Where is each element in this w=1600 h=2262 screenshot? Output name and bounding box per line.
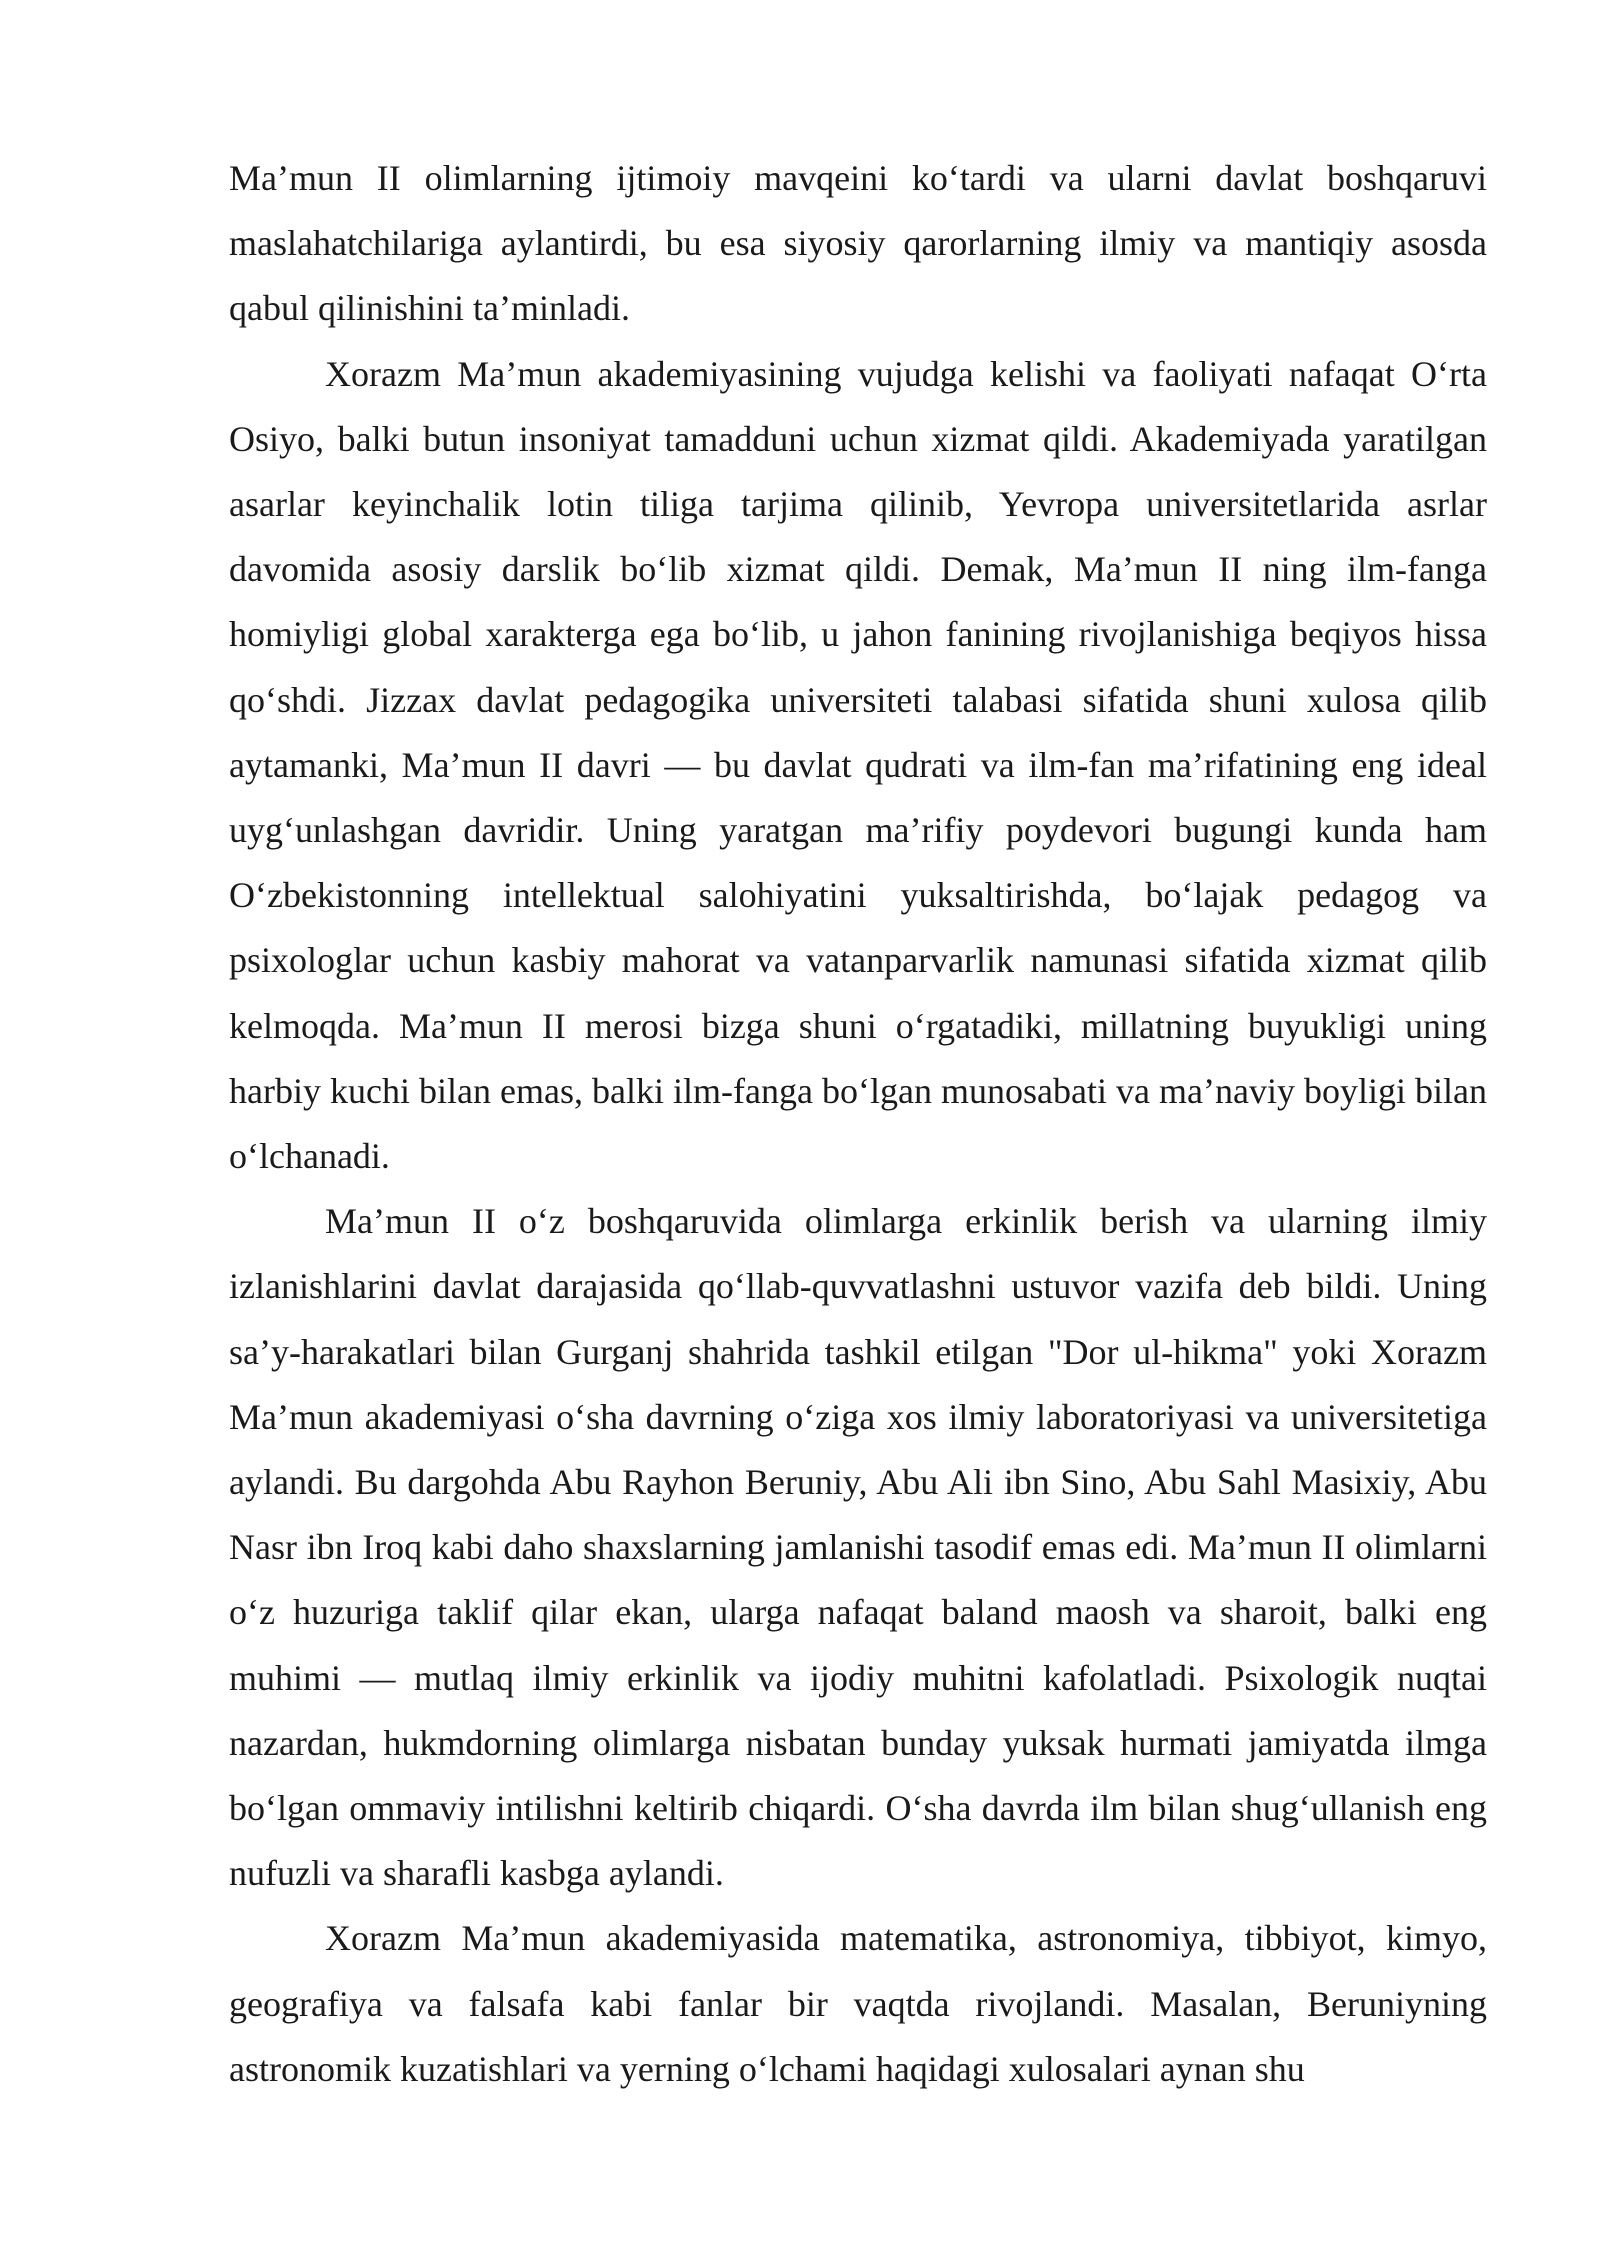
paragraph-academy-legacy: Xorazm Ma’mun akademiyasining vujudga kelishi va faoliyati nafaqat O‘rta Osiyo, balki butun insoniyat tamadduni uchun xizmat qildi. Akademiyada yaratilgan asarlar keyinchalik lotin tiliga tarjima qilinib, Yevropa universitetlarida asrlar davomida asosiy darslik bo‘lib xizmat qildi. Demak, Ma’mun II ning ilm-fanga homiyligi global xarakterga ega bo‘lib, u jahon fanining rivojlanishiga beqiyos hissa qo‘shdi. Jizzax davlat pedagogika universiteti talabasi sifatida shuni xulosa qilib aytamanki, Ma’mun II davri — bu davlat qudrati va ilm-fan ma’rifatining eng ideal uyg‘unlashgan davridir. Uning yaratgan ma’rifiy poydevori bugungi kunda ham O‘zbekistonning intellektual salohiyatini yuksaltirishda, bo‘lajak pedagog va psixologlar uchun kasbiy mahorat va vatanparvarlik namunasi sifatida xizmat qilib kelmoqda. Ma’mun II merosi bizga shuni o‘rgatadiki, millatning buyukligi uning harbiy kuchi bilan emas, balki ilm-fanga bo‘lgan munosabati va ma’naviy boyligi bilan o‘lchanadi.: [229, 353, 1487, 1177]
paragraph-scholarly-freedom: Ma’mun II o‘z boshqaruvida olimlarga erkinlik berish va ularning ilmiy izlanishlarini davlat darajasida qo‘llab-quvvatlashni ustuvor vazifa deb bildi. Uning sa’y-harakatlari bilan Gurganj shahrida tashkil etilgan "Dor ul-hikma" yoki Xorazm Ma’mun akademiyasi o‘sha davrning o‘ziga xos ilmiy laboratoriyasi va universitetiga aylandi. Bu dargohda Abu Rayhon Beruniy, Abu Ali ibn Sino, Abu Sahl Masixiy, Abu Nasr ibn Iroq kabi daho shaxslarning jamlanishi tasodif emas edi. Ma’mun II olimlarni o‘z huzuriga taklif qilar ekan, ularga nafaqat baland maosh va sharoit, balki eng muhimi — mutlaq ilmiy erkinlik va ijodiy muhitni kafolatladi. Psixologik nuqtai nazardan, hukmdorning olimlarga nisbatan bunday yuksak hurmati jamiyatda ilmga bo‘lgan ommaviy intilishni keltirib chiqardi. O‘sha davrda ilm bilan shug‘ullanish eng nufuzli va sharafli kasbga aylandi.: [229, 1201, 1487, 1894]
paragraph-sciences: Xorazm Ma’mun akademiyasida matematika, astronomiya, tibbiyot, kimyo, geografiya va falsafa kabi fanlar bir vaqtda rivojlandi. Masalan, Beruniyning astronomik kuzatishlari va yerning o‘lchami haqidagi xulosalari aynan shu: [229, 1918, 1487, 2089]
paragraph-continuation: Ma’mun II olimlarning ijtimoiy mavqeini ko‘tardi va ularni davlat boshqaruvi maslahatchilariga aylantirdi, bu esa siyosiy qarorlarning ilmiy va mantiqiy asosda qabul qilinishini ta’minladi.: [229, 158, 1487, 329]
document-body: [229, 146, 1487, 2102]
